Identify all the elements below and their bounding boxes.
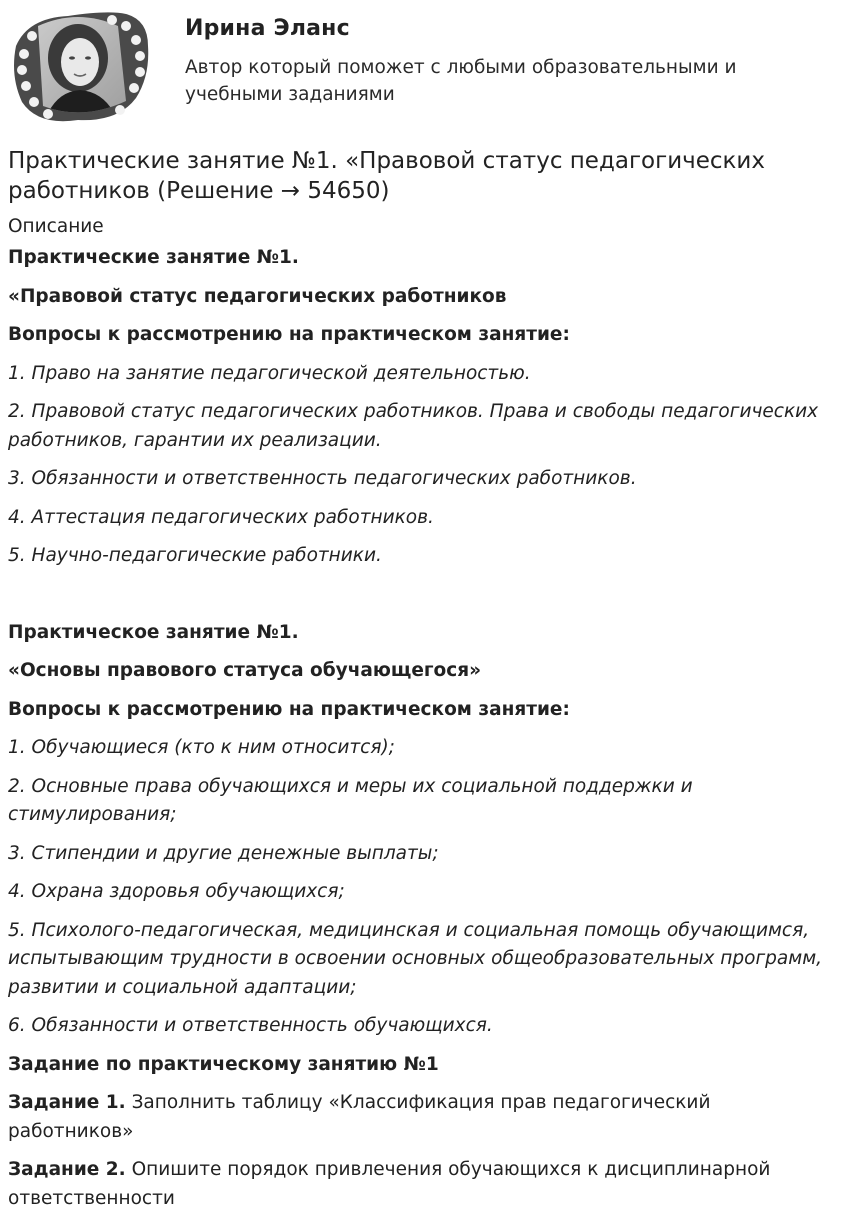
author-description: Автор который поможет с любыми образовательными и учебными заданиями bbox=[185, 57, 737, 105]
list-item: 4. Аттестация педагогических работников. bbox=[8, 506, 434, 528]
list-item: 3. Обязанности и ответственность педагогических работников. bbox=[8, 468, 637, 489]
list-item: 3. Стипендии и другие денежные выплаты; bbox=[8, 842, 439, 864]
section1-heading: Практические занятие №1. bbox=[8, 247, 299, 268]
avatar[interactable] bbox=[8, 6, 153, 126]
section2-questions-heading: Вопросы к рассмотрению на практическом занятие: bbox=[8, 698, 570, 720]
author-name[interactable]: Ирина Эланс bbox=[185, 16, 350, 41]
task-label: Задание 2. bbox=[8, 1159, 126, 1180]
section2-heading: Практическое занятие №1. bbox=[8, 621, 299, 643]
list-item: 5. Научно-педагогические работники. bbox=[8, 545, 382, 566]
section1-questions-heading: Вопросы к рассмотрению на практическом занятие: bbox=[8, 324, 570, 345]
tasks-heading: Задание по практическому занятию №1 bbox=[8, 1053, 439, 1075]
task-item-2 bbox=[8, 1156, 838, 1213]
list-item: 4. Охрана здоровья обучающихся; bbox=[8, 881, 345, 902]
film-frame-avatar-icon bbox=[8, 6, 153, 126]
list-item: 2. Основные права обучающихся и меры их социальной поддержки и стимулирования; bbox=[8, 775, 693, 825]
list-item: 5. Психолого-педагогическая, медицинская и социальная помощь обучающимся, испытывающим трудности в освоении основных общеобразовательных программ, развитии и социальной адаптации; bbox=[8, 919, 823, 998]
author-card bbox=[8, 6, 838, 126]
spacer bbox=[8, 581, 838, 619]
description-content bbox=[8, 244, 838, 1223]
task-item-1 bbox=[8, 1089, 838, 1146]
description-label: Описание bbox=[8, 216, 104, 237]
list-item: 1. Обучающиеся (кто к ним относится); bbox=[8, 737, 395, 758]
section2-topic: «Основы правового статуса обучающегося» bbox=[8, 660, 482, 681]
task-text: Заполнить таблицу «Классификация прав педагогический работников» bbox=[8, 1092, 711, 1142]
list-item: 2. Правовой статус педагогических работников. Права и свободы педагогических работников, гарантии их реализации. bbox=[8, 401, 819, 451]
task-text: Опишите порядок привлечения обучающихся к дисциплинарной ответственности bbox=[8, 1159, 771, 1209]
list-item: 6. Обязанности и ответственность обучающихся. bbox=[8, 1015, 493, 1036]
list-item: 1. Право на занятие педагогической деятельностью. bbox=[8, 362, 531, 384]
section1-topic: «Правовой статус педагогических работников bbox=[8, 285, 507, 307]
page-title: Практические занятие №1. «Правовой статус педагогических работников (Решение → 54650) bbox=[8, 148, 765, 204]
task-label: Задание 1. bbox=[8, 1092, 126, 1113]
